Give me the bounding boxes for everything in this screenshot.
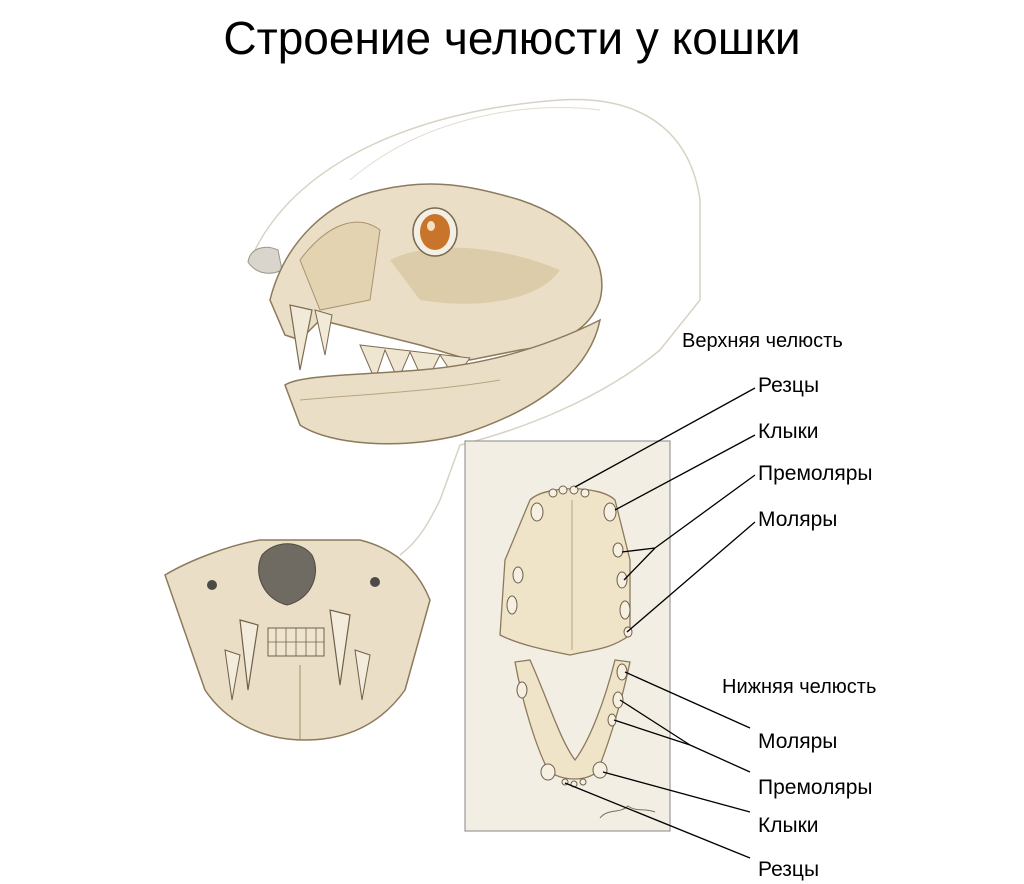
top-view-panel	[465, 441, 670, 831]
jaw-front-view	[165, 540, 430, 740]
upper-jaw-heading: Верхняя челюсть	[682, 330, 843, 352]
lower-molars-label: Моляры	[758, 730, 838, 753]
upper-incisors-label: Резцы	[758, 374, 820, 397]
lower-jaw-heading: Нижняя челюсть	[722, 676, 877, 698]
lower-premolars-label: Премоляры	[758, 776, 873, 799]
upper-canines-label: Клыки	[758, 420, 819, 443]
upper-molars-label: Моляры	[758, 508, 838, 531]
lower-incisors-label: Резцы	[758, 858, 820, 881]
upper-premolars-label: Премоляры	[758, 462, 873, 485]
page-title: Строение челюсти у кошки	[223, 12, 801, 64]
lower-canines-label: Клыки	[758, 814, 819, 837]
